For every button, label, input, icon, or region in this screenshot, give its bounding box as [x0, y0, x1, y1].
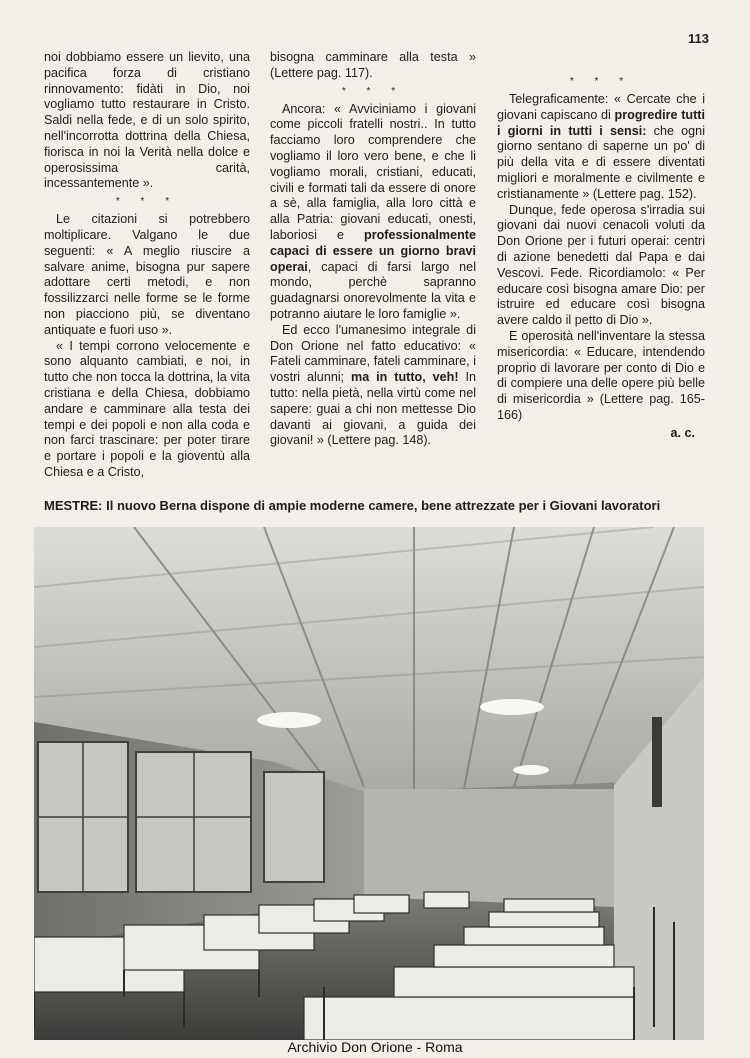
text-run: Ancora: « Avviciniamo i giovani come piccoli fratelli nostri.. In tutto facciamo loro comprendere che vogliamo il loro vero bene, e che li vogliamo morali, cristiani, educati, civili e formati tali da essere di onore a sè, alla famiglia, alla loro città e alla Patria: giovani educati, onesti, laboriosi e: [270, 101, 476, 242]
text-column-1: [44, 50, 250, 481]
text-run: In tutto: nella pietà, nella virtù come nel sapere: guai a chi non mettesse Dio davanti ai giovani, a guida dei giovani! » (Lettere pag. 148).: [270, 370, 476, 448]
paragraph: [497, 92, 705, 203]
paragraph: noi dobbiamo essere un lievito, una pacifica forza di cristiano rinnovamento: fidàti in Dio, noi vogliamo tutto restaurare in Cristo. Saldi nella fede, e di un solo spirito, nell'incorrotta dottrina della Chiesa, fiorisca in noi la Verità nella dolce e operosissima carità, incessantemente ».: [44, 50, 250, 191]
page-number: 113: [688, 31, 709, 46]
paragraph: bisogna camminare alla testa » (Lettere pag. 117).: [270, 50, 476, 80]
photo-caption: MESTRE: Il nuovo Berna dispone di ampie moderne camere, bene attrezzate per i Giovani lavoratori: [44, 498, 661, 513]
paragraph: [270, 102, 476, 323]
text-column-2: [270, 50, 476, 449]
section-separator: * * *: [115, 196, 179, 208]
text-run: Ed ecco l'umanesimo integrale di Don Orione nel fatto educativo: « Fateli camminare, fateli camminare, i vostri alunni;: [270, 322, 476, 385]
text-column-3: [497, 72, 705, 442]
paragraph: E operosità nell'inventare la stessa misericordia: « Educare, intendendo proprio di lavorare per conto di Dio e di compiere una delle opere più belle di misericordia » (Lettere pag. 165-166): [497, 328, 705, 422]
paragraph: Le citazioni si potrebbero moltiplicare. Valgano le due seguenti: « A meglio riuscire a salvare anime, bisogna pur sapere adottare certi metodi, e non fossilizzarci nelle forme se le forme non piacciono più, se diventano antiquate e fuori uso ».: [44, 212, 250, 337]
text-run: Telegraficamente: « Cercate che i giovani capiscano di: [497, 92, 705, 122]
archive-watermark: Archivio Don Orione - Roma: [287, 1039, 463, 1055]
bold-text: ma in tutto, veh!: [351, 370, 459, 385]
text-run: , capaci di farsi largo nel mondo, perchè sapranno guadagnarsi onorevolmente la vita e potranno aiutare le loro famiglie ».: [270, 259, 476, 321]
section-separator: * * *: [341, 85, 405, 97]
bold-text: progredire tutti i giorni in tutti i sensi:: [497, 107, 705, 138]
bold-text: professionalmente capaci di essere un giorno bravi operai: [270, 227, 476, 274]
author-signature: a. c.: [670, 425, 695, 440]
section-separator: * * *: [569, 76, 633, 87]
paragraph: « I tempi corrono velocemente e sono alquanto cambiati, e noi, in tutto che non tocca la dottrina, la vita cristiana e della Chiesa, dobbiamo andare e camminare alla testa dei tempi e dei popoli e non alla coda e non farci trascinare: per poter tirare e portare i popoli e la gioventù alla Chiesa e a Cristo,: [44, 338, 250, 479]
dormitory-photo: [34, 527, 704, 1040]
paragraph: [270, 323, 476, 449]
text-run: che ogni giorno sentano di saperne un po' di più della vita e di essere diventati migliori e moralmente e civilmente e cristianamente » (Lettere pag. 152).: [497, 123, 705, 201]
paragraph: Dunque, fede operosa s'irradia sui giovani dai nuovi cenacoli voluti da Don Orione per i futuri operai: centri di azione benedetti dal Papa e dai Vescovi. Fede. Ricordiamolo: « Per educare così bisogna amare Dio: per istruire ed educare così bisogna avere caldo il petto di Dio ».: [497, 202, 705, 328]
